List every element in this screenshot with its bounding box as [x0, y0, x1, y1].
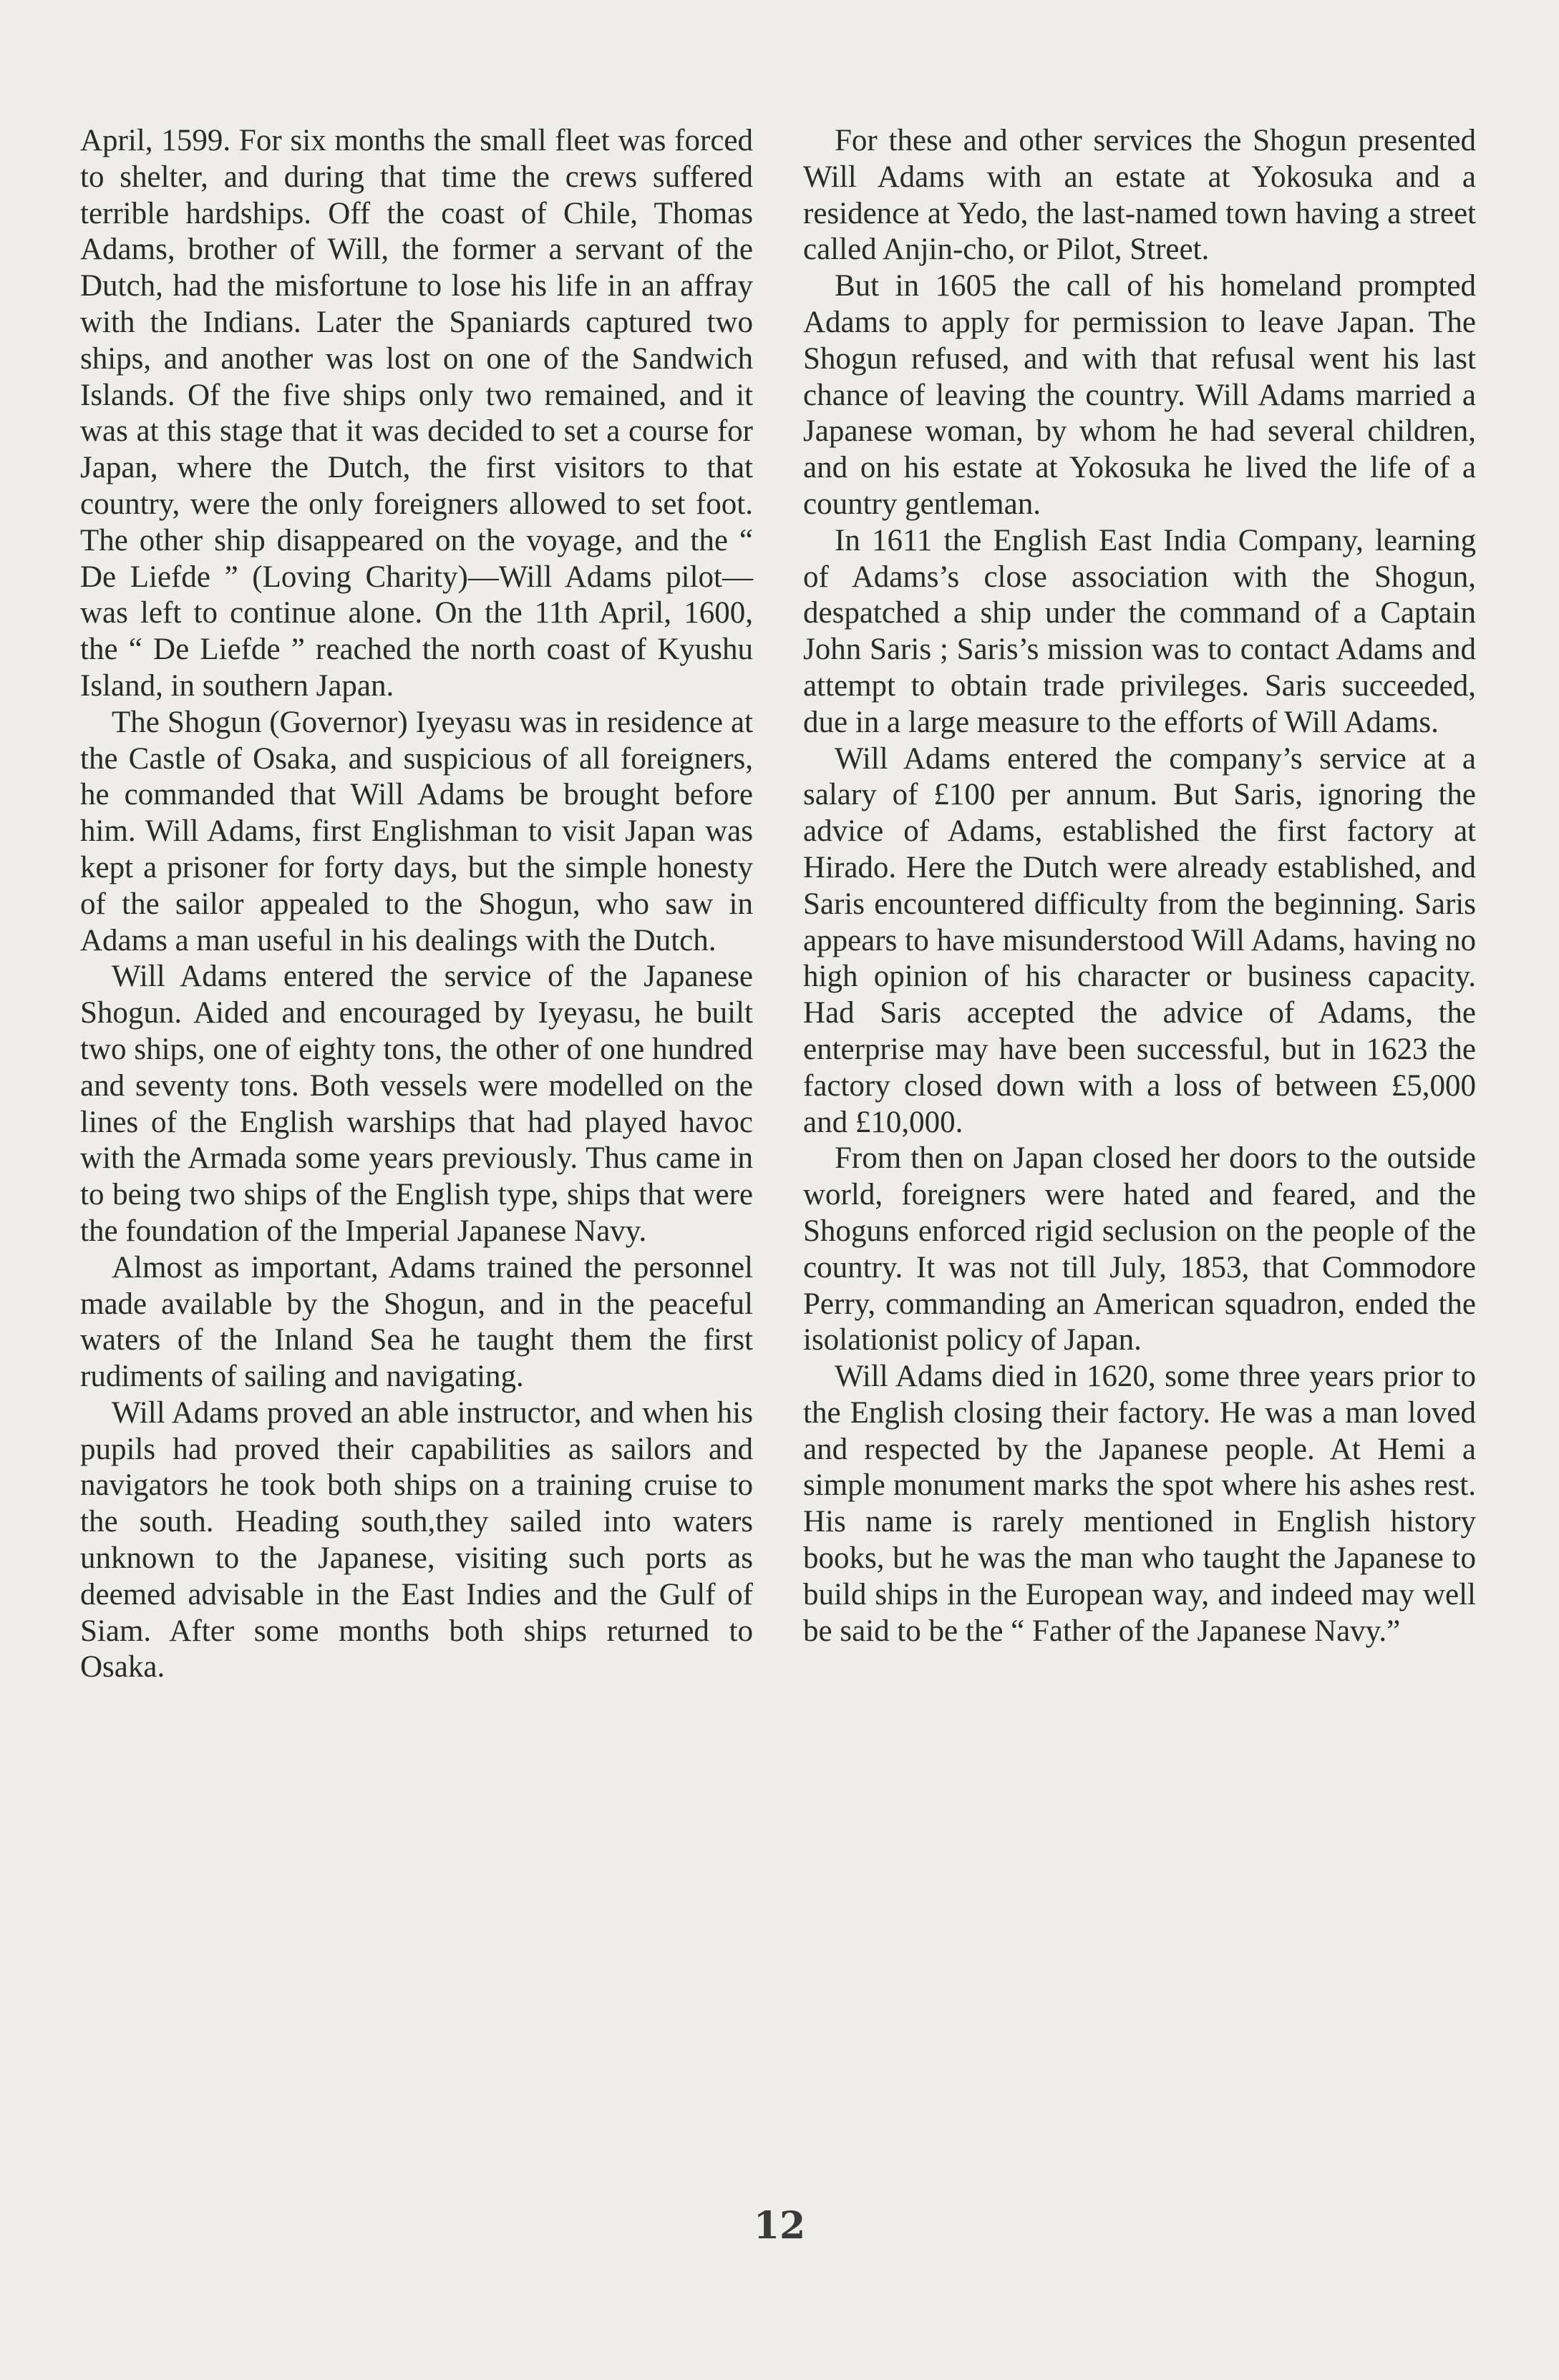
paragraph-shogun-iyeyasu: The Shogun (Governor) Iyeyasu was in residence at the Castle of Osaka, and suspicious of all foreigners, he commanded that Will Adams be brought before him. Will Adams, first Englishman to visit Japan was kept a prisoner for forty days, but the simple honesty of the sailor appealed to the Shogun, who saw in Adams a man useful in his dealings with the Dutch.	[80, 705, 753, 957]
page-number: 12	[753, 2204, 806, 2248]
left-text-column	[80, 123, 753, 1686]
paragraph-estate: For these and other services the Shogun presented Will Adams with an estate at Yokosuka and a residence at Yedo, the last-named town having a street called Anjin-cho, or Pilot, Street.	[803, 124, 1476, 267]
paragraph-training-cruise: Will Adams proved an able instructor, and when his pupils had proved their capabilities as sailors and navigators he took both ships on a training cruise to the south. Heading south,they sailed into waters unknown to the Japanese, visiting such ports as deemed advisable in the East Indies and the Gulf of Siam. After some months both ships returned to Osaka.	[80, 1395, 753, 1684]
right-text-column	[803, 123, 1476, 1649]
paragraph-east-india-company: In 1611 the English East India Company, learning of Adams’s close association with the Shogun, despatched a ship under the command of a Captain John Saris ; Saris’s mission was to contact Adams and attempt to obtain trade privileges. Saris succeeded, due in a large measure to the efforts of Will Adams.	[803, 523, 1476, 739]
paragraph-seclusion: From then on Japan closed her doors to the outside world, foreigners were hated and feared, and the Shoguns enforced rigid seclusion on the people of the country. It was not till July, 1853, that Commodore Perry, commanding an American squadron, ended the isolationist policy of Japan.	[803, 1141, 1476, 1357]
paragraph-training: Almost as important, Adams trained the personnel made available by the Shogun, and in the peaceful waters of the Inland Sea he taught them the first rudiments of sailing and navigating.	[80, 1250, 753, 1394]
paragraph-death-legacy: Will Adams died in 1620, some three years prior to the English closing their factory. He was a man loved and respected by the Japanese people. At Hemi a simple monument marks the spot where his ashes rest. His name is rarely mentioned in English history books, but he was the man who taught the Japanese to build ships in the European way, and indeed may well be said to be the “ Father of the Japanese Navy.”	[803, 1360, 1476, 1648]
paragraph-homeland: But in 1605 the call of his homeland prompted Adams to apply for permission to leave Japan. The Shogun refused, and with that refusal went his last chance of leaving the country. Will Adams married a Japanese woman, by whom he had several children, and on his estate at Yokosuka he lived the life of a country gentleman.	[803, 269, 1476, 521]
paragraph-shipbuilding: Will Adams entered the service of the Japanese Shogun. Aided and encouraged by Iyeyasu, he built two ships, one of eighty tons, the other of one hundred and seventy tons. Both vessels were modelled on the lines of the English warships that had played havoc with the Armada some years previously. Thus came in to being two ships of the English type, ships that were the foundation of the Imperial Japanese Navy.	[80, 960, 753, 1248]
paragraph-hirado-factory: Will Adams entered the company’s service at a salary of £100 per annum. But Saris, ignoring the advice of Adams, established the first factory at Hirado. Here the Dutch were already established, and Saris encountered difficulty from the beginning. Saris appears to have misunderstood Will Adams, having no high opinion of his character or business capacity. Had Saris accepted the advice of Adams, the enterprise may have been successful, but in 1623 the factory closed down with a loss of between £5,000 and £10,000.	[803, 741, 1476, 1139]
paragraph-voyage: April, 1599. For six months the small fleet was forced to shelter, and during that time the crews suffered terrible hardships. Off the coast of Chile, Thomas Adams, brother of Will, the former a servant of the Dutch, had the misfortune to lose his life in an affray with the Indians. Later the Spaniards captured two ships, and another was lost on one of the Sandwich Islands. Of the five ships only two remained, and it was at this stage that it was decided to set a course for Japan, where the Dutch, the first visitors to that country, were the only foreigners allowed to set foot. The other ship disappeared on the voyage, and the “ De Liefde ” (Loving Charity)—Will Adams pilot—was left to continue alone. On the 11th April, 1600, the “ De Liefde ” reached the north coast of Kyushu Island, in southern Japan.	[80, 124, 753, 703]
